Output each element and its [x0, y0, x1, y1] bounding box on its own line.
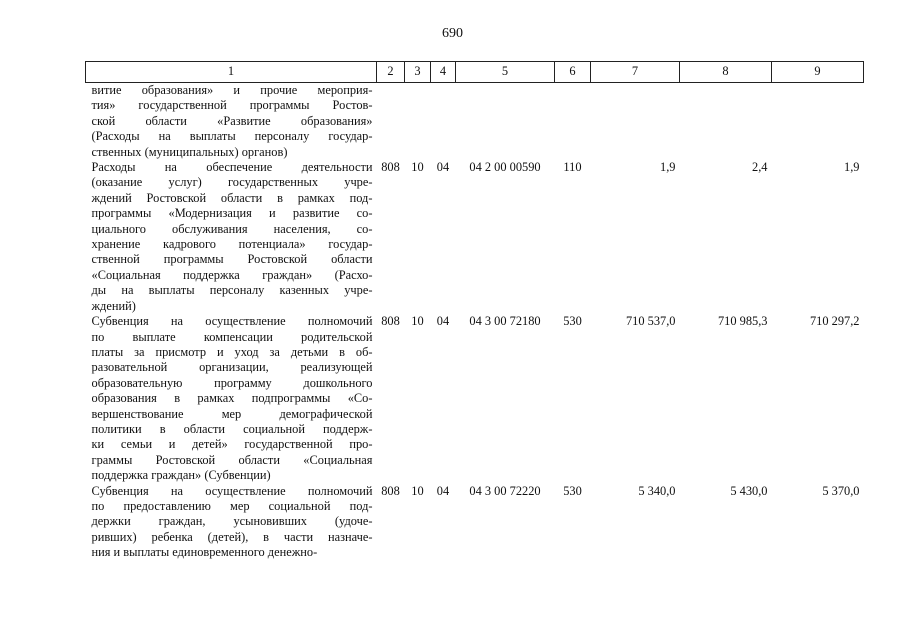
- page-number: 690: [442, 26, 463, 41]
- section-code-cell: 10: [411, 483, 424, 498]
- subsection-code-cell: 04: [436, 483, 450, 498]
- description-line: политики в области социальной поддерж-: [91, 421, 373, 436]
- row-description: [86, 314, 377, 483]
- target-article-cell: 04 3 00 72220: [469, 483, 541, 498]
- header-col-2: 2: [377, 62, 405, 83]
- description-line: Субвенция на осуществление полномочий: [91, 483, 373, 498]
- header-col-7: 7: [591, 62, 680, 83]
- description-line: (оказание услуг) государственных учре-: [91, 175, 373, 190]
- chapter-code-cell: [377, 83, 405, 161]
- header-col-4: 4: [431, 62, 456, 83]
- description-line: по выплате компенсации родительской: [91, 329, 373, 344]
- description-line: образования в рамках подпрограммы «Со-: [91, 391, 373, 406]
- subsection-code-cell: 04: [436, 160, 450, 175]
- description-line: по предоставлению мер социальной под-: [91, 498, 373, 513]
- description-line: платы за присмотр и уход за детьми в об-: [91, 344, 373, 359]
- expense-type-cell: 110: [563, 160, 582, 175]
- description-line: ния и выплаты единовременного денежно-: [91, 545, 318, 560]
- header-col-5: 5: [456, 62, 555, 83]
- table-row: [86, 83, 864, 161]
- description-line: ждений): [91, 298, 136, 313]
- description-line: хранение кадрового потенциала» государ-: [91, 237, 373, 252]
- amount-year-1-cell: 710 537,0: [625, 314, 676, 329]
- description-line: образовательную программу дошкольного: [91, 375, 373, 390]
- description-line: «Социальная поддержка граждан» (Расхо-: [91, 267, 373, 282]
- description-line: тия» государственной программы Ростов-: [91, 98, 373, 113]
- amount-year-1-cell: 5 340,0: [638, 483, 676, 498]
- header-col-9: 9: [772, 62, 864, 83]
- table-row: [86, 484, 864, 561]
- target-article-cell: [456, 83, 555, 161]
- description-line: держки граждан, усыновивших (удоче-: [91, 514, 373, 529]
- row-description: [86, 83, 377, 161]
- subsection-code-cell: 04: [436, 314, 450, 329]
- header-col-8: 8: [680, 62, 772, 83]
- description-line: (Расходы на выплаты персоналу государ-: [91, 129, 373, 144]
- header-row: [86, 62, 864, 83]
- amount-year-2-cell: 2,4: [752, 160, 768, 175]
- description-line: граммы Ростовской области «Социальная: [91, 452, 373, 467]
- expense-type-cell: [555, 83, 591, 161]
- description-line: ды на выплаты персоналу казенных учре-: [91, 283, 373, 298]
- description-line: ственной программы Ростовской области: [91, 252, 373, 267]
- amount-year-1-cell: [591, 83, 680, 161]
- description-line: программы «Модернизация и развитие со-: [91, 206, 373, 221]
- row-description: [86, 160, 377, 314]
- target-article-cell: 04 3 00 72180: [469, 314, 541, 329]
- amount-year-3-cell: 1,9: [844, 160, 860, 175]
- description-line: Субвенция на осуществление полномочий: [91, 314, 373, 329]
- row-description: [86, 484, 377, 561]
- table-body: [86, 83, 864, 561]
- description-line: поддержка граждан» (Субвенции): [91, 468, 271, 483]
- budget-table: [85, 61, 864, 561]
- amount-year-3-cell: [772, 83, 864, 161]
- header-col-1: 1: [86, 62, 377, 83]
- header-col-3: 3: [405, 62, 431, 83]
- amount-year-2-cell: 710 985,3: [717, 314, 768, 329]
- amount-year-3-cell: 710 297,2: [809, 314, 860, 329]
- amount-year-2-cell: [680, 83, 772, 161]
- description-line: витие образования» и прочие мероприя-: [91, 83, 373, 97]
- table-row: [86, 314, 864, 483]
- section-code-cell: 10: [411, 314, 424, 329]
- expense-type-cell: 530: [563, 483, 582, 498]
- description-line: ки семьи и детей» государственной про-: [91, 437, 373, 452]
- description-line: ждений Ростовской области в рамках под-: [91, 190, 373, 205]
- amount-year-3-cell: 5 370,0: [822, 483, 860, 498]
- table-row: [86, 160, 864, 314]
- chapter-code-cell: 808: [381, 160, 400, 175]
- chapter-code-cell: 808: [381, 483, 400, 498]
- target-article-cell: 04 2 00 00590: [469, 160, 541, 175]
- expense-type-cell: 530: [563, 314, 582, 329]
- section-code-cell: [405, 83, 431, 161]
- description-line: ственных (муниципальных) органов): [91, 144, 288, 159]
- description-line: ривших) ребенка (детей), в части назначе-: [91, 529, 373, 544]
- description-line: вершенствование мер демографической: [91, 406, 373, 421]
- description-line: разовательной организации, реализующей: [91, 360, 373, 375]
- description-line: ской области «Развитие образования»: [91, 113, 373, 128]
- section-code-cell: 10: [411, 160, 424, 175]
- amount-year-2-cell: 5 430,0: [730, 483, 768, 498]
- header-col-6: 6: [555, 62, 591, 83]
- chapter-code-cell: 808: [381, 314, 400, 329]
- subsection-code-cell: [431, 83, 456, 161]
- description-line: Расходы на обеспечение деятельности: [91, 160, 373, 175]
- description-line: циального обслуживания населения, со-: [91, 221, 373, 236]
- amount-year-1-cell: 1,9: [660, 160, 676, 175]
